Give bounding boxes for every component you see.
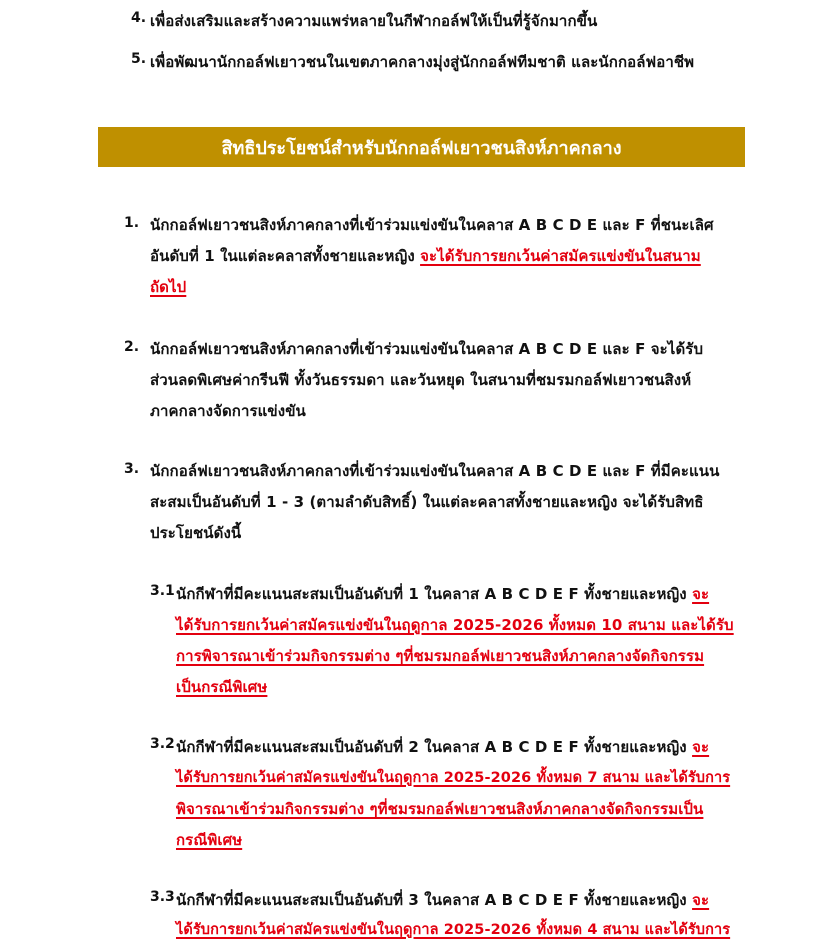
section-title: สิทธิประโยชน์สำหรับนักกอล์ฟเยาวชนสิงห์ภาคกลาง bbox=[221, 137, 622, 159]
benefit-text bbox=[150, 244, 701, 268]
sub-benefit-text bbox=[176, 582, 709, 606]
sub-benefit-highlight: ได้รับการยกเว้นค่าสมัครแข่งขันในฤดูกาล 2025-2026 ทั้งหมด 4 สนาม และได้รับการ bbox=[176, 922, 731, 938]
benefit-highlight: ถัดไป bbox=[150, 278, 187, 296]
goal-text: เพื่อพัฒนานักกอล์ฟเยาวชนในเขตภาคกลางมุ่งสู่นักกอล์ฟทีมชาติ และนักกอล์ฟอาชีพ bbox=[150, 53, 695, 71]
sub-benefit-plain: นักกีฬาที่มีคะแนนสะสมเป็นอันดับที่ 2 ในคลาส A B C D E F ทั้งชายและหญิง bbox=[176, 738, 693, 756]
benefit-text: นักกอล์ฟเยาวชนสิงห์ภาคกลางที่เข้าร่วมแข่งขันในคลาส A B C D E และ F ที่มีคะแนน bbox=[150, 462, 720, 480]
sub-benefit-plain: นักกีฬาที่มีคะแนนสะสมเป็นอันดับที่ 1 ในคลาส A B C D E F ทั้งชายและหญิง bbox=[176, 585, 693, 603]
sub-benefit-text bbox=[176, 797, 703, 821]
sub-benefit-text bbox=[176, 828, 242, 852]
sub-benefit-plain: นักกีฬาที่มีคะแนนสะสมเป็นอันดับที่ 3 ในคลาส A B C D E F ทั้งชายและหญิง bbox=[176, 891, 693, 909]
sub-benefit-text bbox=[176, 766, 730, 789]
benefit-number: 3. bbox=[124, 461, 140, 477]
benefit-highlight: จะได้รับการยกเว้นค่าสมัครแข่งขันในสนาม bbox=[420, 247, 701, 265]
goal-text: เพื่อส่งเสริมและสร้างความแพร่หลายในกีฬากอล์ฟให้เป็นที่รู้จักมากขึ้น bbox=[150, 12, 598, 30]
sub-benefit-text bbox=[176, 613, 734, 637]
section-banner bbox=[98, 127, 745, 167]
sub-benefit-text bbox=[176, 675, 267, 699]
sub-benefit-highlight: จะ bbox=[692, 891, 710, 909]
benefit-text: ภาคกลางจัดการแข่งขัน bbox=[150, 402, 306, 420]
benefit-text-plain: อันดับที่ 1 ในแต่ละคลาสทั้งชายและหญิง bbox=[150, 247, 421, 265]
sub-benefit-text bbox=[176, 644, 704, 668]
benefit-text: ส่วนลดพิเศษค่ากรีนฟี ทั้งวันธรรมดา และวันหยุด ในสนามที่ชมรมกอล์ฟเยาวชนสิงห์ bbox=[150, 371, 692, 389]
benefit-number: 2. bbox=[124, 339, 140, 355]
benefit-text bbox=[150, 275, 186, 299]
sub-benefit-highlight: เป็นกรณีพิเศษ bbox=[176, 678, 268, 696]
sub-benefit-highlight: จะ bbox=[692, 738, 710, 756]
sub-benefit-text bbox=[176, 918, 730, 941]
sub-benefit-number: 3.3 bbox=[150, 889, 175, 905]
sub-benefit-text bbox=[176, 888, 709, 912]
goal-number: 5. bbox=[131, 51, 147, 67]
sub-benefit-highlight: จะ bbox=[692, 585, 710, 603]
goal-number: 4. bbox=[131, 10, 147, 26]
benefit-number: 1. bbox=[124, 215, 140, 231]
benefit-text: ประโยชน์ดังนี้ bbox=[150, 524, 242, 542]
benefit-text: นักกอล์ฟเยาวชนสิงห์ภาคกลางที่เข้าร่วมแข่งขันในคลาส A B C D E และ F ที่ชนะเลิศ bbox=[150, 216, 714, 234]
sub-benefit-number: 3.2 bbox=[150, 736, 175, 752]
sub-benefit-highlight: กรณีพิเศษ bbox=[176, 831, 243, 849]
sub-benefit-highlight: การพิจารณาเข้าร่วมกิจกรรมต่าง ๆที่ชมรมกอล์ฟเยาวชนสิงห์ภาคกลางจัดกิจกรรม bbox=[176, 647, 705, 665]
sub-benefit-highlight: ได้รับการยกเว้นค่าสมัครแข่งขันในฤดูกาล 2025-2026 ทั้งหมด 10 สนาม และได้รับ bbox=[176, 616, 734, 634]
sub-benefit-highlight: พิจารณาเข้าร่วมกิจกรรมต่าง ๆที่ชมรมกอล์ฟเยาวชนสิงห์ภาคกลางจัดกิจกรรมเป็น bbox=[176, 800, 704, 818]
sub-benefit-number: 3.1 bbox=[150, 583, 175, 599]
sub-benefit-highlight: ได้รับการยกเว้นค่าสมัครแข่งขันในฤดูกาล 2025-2026 ทั้งหมด 7 สนาม และได้รับการ bbox=[176, 770, 731, 786]
benefit-text: สะสมเป็นอันดับที่ 1 - 3 (ตามลำดับสิทธิ์) ในแต่ละคลาสทั้งชายและหญิง จะได้รับสิทธิ bbox=[150, 493, 704, 511]
benefit-text: นักกอล์ฟเยาวชนสิงห์ภาคกลางที่เข้าร่วมแข่งขันในคลาส A B C D E และ F จะได้รับ bbox=[150, 340, 704, 358]
sub-benefit-text bbox=[176, 735, 709, 759]
